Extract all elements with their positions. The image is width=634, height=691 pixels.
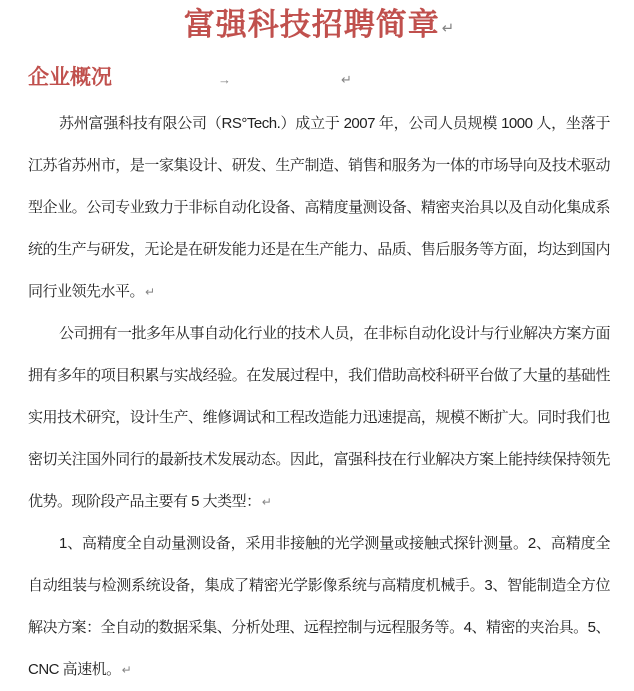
document-title-row [28,6,610,50]
paragraph-text: 苏州富强科技有限公司（RS°Tech.）成立于 2007 年，公司人员规模 1000 人，坐落于江苏省苏州市，是一家集设计、研发、生产制造、销售和服务为一体的市场导向及技术驱动型企业。公司专业致力于非标自动化设备、高精度量测设备、精密夹治具以及自动化集成系统的生产与研发，无论是在研发能力还是在生产能力、品质、售后服务等方面，均达到国内同行业领先水平。 [28,115,610,300]
paragraph-text: 1、高精度全自动量测设备，采用非接触的光学测量或接触式探针测量。2、高精度全自动组装与检测系统设备，集成了精密光学影像系统与高精度机械手。3、智能制造全方位解决方案：全自动的数据采集、分析处理、远程控制与远程服务等。4、精密的夹治具。5、CNC 高速机。 [28,535,610,678]
pilcrow-mark: ↵ [121,663,132,677]
pilcrow-mark: ↵ [145,285,156,299]
paragraph [28,523,610,691]
section-heading: 企业概况 [28,66,112,89]
pilcrow-mark: ↵ [341,72,352,87]
paragraph-text: 公司拥有一批多年从事自动化行业的技术人员，在非标自动化设计与行业解决方案方面拥有多年的项目积累与实战经验。在发展过程中，我们借助高校科研平台做了大量的基础性实用技术研究，设计生产、维修调试和工程改造能力迅速提高，规模不断扩大。同时我们也密切关注国外同行的最新技术发展动态。因此，富强科技在行业解决方案上能持续保持领先优势。现阶段产品主要有 5 大类型： [28,325,611,510]
pilcrow-mark: ↵ [261,495,272,509]
tab-arrow-mark: → [218,72,231,87]
section-heading-row [28,64,610,94]
pilcrow-mark: ↵ [441,20,455,37]
paragraph [28,103,610,313]
document-title: 富强科技招聘简章 [183,7,440,42]
paragraph [28,313,610,523]
